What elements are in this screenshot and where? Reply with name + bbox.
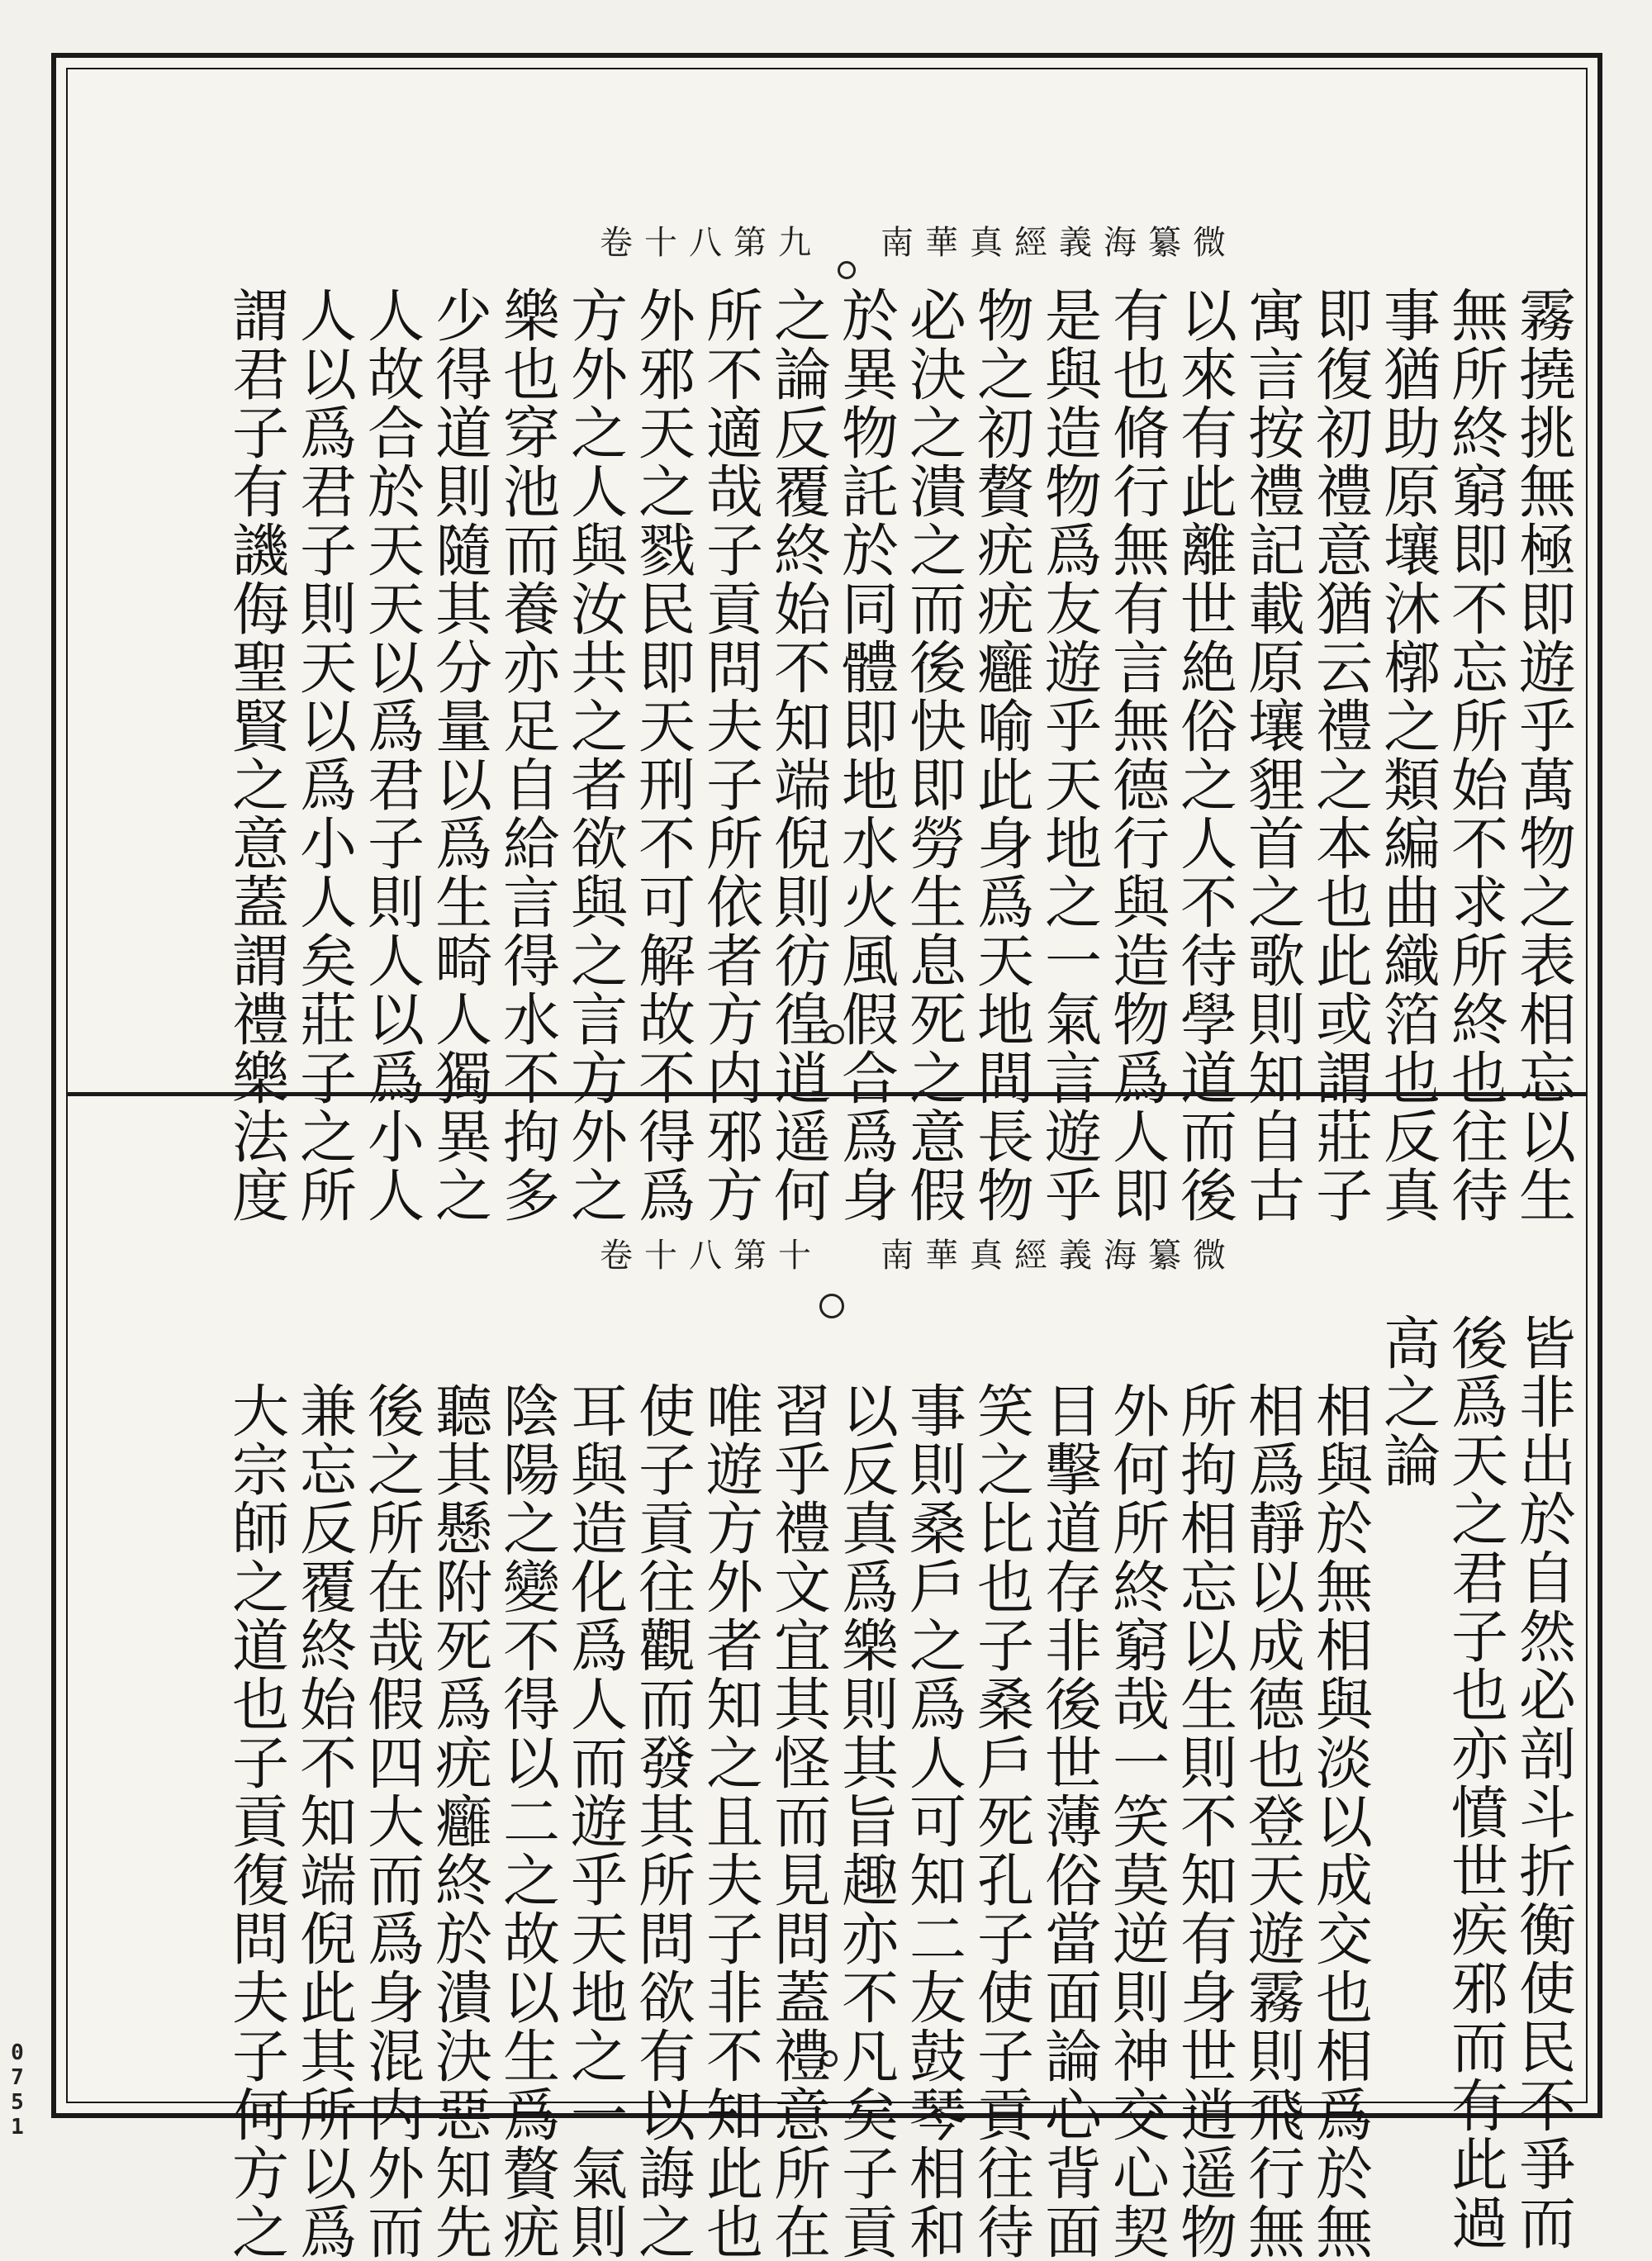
text-column: 陰陽之變不得以二之故以生爲贅疣: [493, 1381, 559, 2261]
text-column: 少得道則隨其分量以爲生畸人獨異之: [425, 286, 491, 1224]
text-column: 事則桑戶之爲人可知二友鼓琴相和: [900, 1381, 966, 2261]
text-column: 樂也穿池而養亦足自給言得水不拘多: [493, 286, 559, 1224]
header-bottom-right: 南華真經義海纂微: [881, 1236, 1237, 1275]
text-column: 笑之比也子桑戶死孔子使子貢往待: [967, 1381, 1033, 2261]
text-column: 以反真爲樂則其旨趣亦不凡矣子貢: [832, 1381, 898, 2261]
text-column: 以來有此離世絶俗之人不待學道而後: [1170, 286, 1237, 1224]
text-column: 相爲靜以成德也登天遊霧則飛行無: [1238, 1381, 1304, 2261]
text-column: 後爲天之君子也亦憤世疾邪而有此過: [1441, 1313, 1507, 2252]
text-column: 聽其懸附死爲疣癰終於潰決惡知先: [425, 1381, 491, 2261]
text-column: 謂君子有譏侮聖賢之意蓋謂禮樂法度: [222, 286, 288, 1224]
text-column: 唯遊方外者知之且夫子非不知此也: [696, 1381, 762, 2261]
text-column: 外邪天之戮民即天刑不可解故不得爲: [629, 286, 695, 1224]
header-top: [547, 215, 1290, 264]
text-block-top: [89, 286, 1576, 1224]
text-column: 必決之潰之而後快即勞生息死之意假: [900, 286, 966, 1224]
text-block-bottom: [89, 1313, 1576, 2261]
inner-border: [66, 68, 1588, 2261]
header-bottom: [547, 1228, 1290, 1277]
header-bottom-left: 卷十八第十: [600, 1236, 823, 1275]
text-column: 所不適哉子貢問夫子所依者方内邪方: [696, 286, 762, 1224]
page-number: 0751: [5, 2040, 30, 2140]
text-column: 大宗師之道也子貢復問夫子何方之: [222, 1381, 288, 2261]
panel-divider: [68, 1092, 1586, 1096]
text-column: 即復初禮意猶云禮之本也此或謂莊子: [1306, 286, 1372, 1224]
text-column: 高之論: [1374, 1313, 1440, 1489]
text-column: 事猶助原壤沐槨之類編曲織箔也反真: [1374, 286, 1440, 1224]
text-column: 人故合於天天以爲君子則人以爲小人: [358, 286, 424, 1224]
text-column: 習乎禮文宜其怪而見問蓋禮意所在: [764, 1381, 830, 2261]
text-column: 有也脩行無有言無德行與造物爲人即: [1103, 286, 1169, 1224]
text-column: 之論反覆終始不知端倪則彷徨逍遥何: [764, 286, 830, 1224]
text-column: 物之初贅疣疣癰喻此身爲天地間長物: [967, 286, 1033, 1224]
text-column: 耳與造化爲人而遊乎天地之一氣則: [561, 1381, 627, 2261]
text-column: 於異物託於同體即地水火風假合爲身: [832, 286, 898, 1224]
text-column: 目擊道存非後世薄俗當面論心背面: [1035, 1381, 1101, 2261]
page-frame: [51, 53, 1602, 2261]
text-column: 相與於無相與淡以成交也相爲於無: [1306, 1381, 1372, 2261]
header-top-right: 南華真經義海纂微: [881, 223, 1237, 262]
text-column: 所拘相忘以生則不知有身世逍遥物: [1170, 1381, 1237, 2261]
text-column: 方外之人與汝共之者欲與之言方外之: [561, 286, 627, 1224]
ring-marker: [838, 261, 856, 279]
header-top-left: 卷十八第九: [600, 223, 823, 262]
text-column: 人以爲君子則天以爲小人矣莊子之所: [290, 286, 356, 1224]
text-column: 兼忘反覆終始不知端倪此其所以爲: [290, 1381, 356, 2261]
text-column: 外何所終窮哉一笑莫逆則神交心契: [1103, 1381, 1169, 2261]
text-column: 是與造物爲友遊乎天地之一氣言遊乎: [1035, 286, 1101, 1224]
text-column: 寓言按禮記載原壤貍首之歌則知自古: [1238, 286, 1304, 1224]
text-column: 皆非出於自然必剖斗折衡使民不爭而: [1509, 1313, 1575, 2252]
text-column: 使子貢往觀而發其所問欲有以誨之: [629, 1381, 695, 2261]
text-column: 無所終窮即不忘所始不求所終也往待: [1441, 286, 1507, 1224]
text-column: 後之所在哉假四大而爲身混内外而: [358, 1381, 424, 2261]
text-column: 霧撓挑無極即遊乎萬物之表相忘以生: [1509, 286, 1575, 1224]
